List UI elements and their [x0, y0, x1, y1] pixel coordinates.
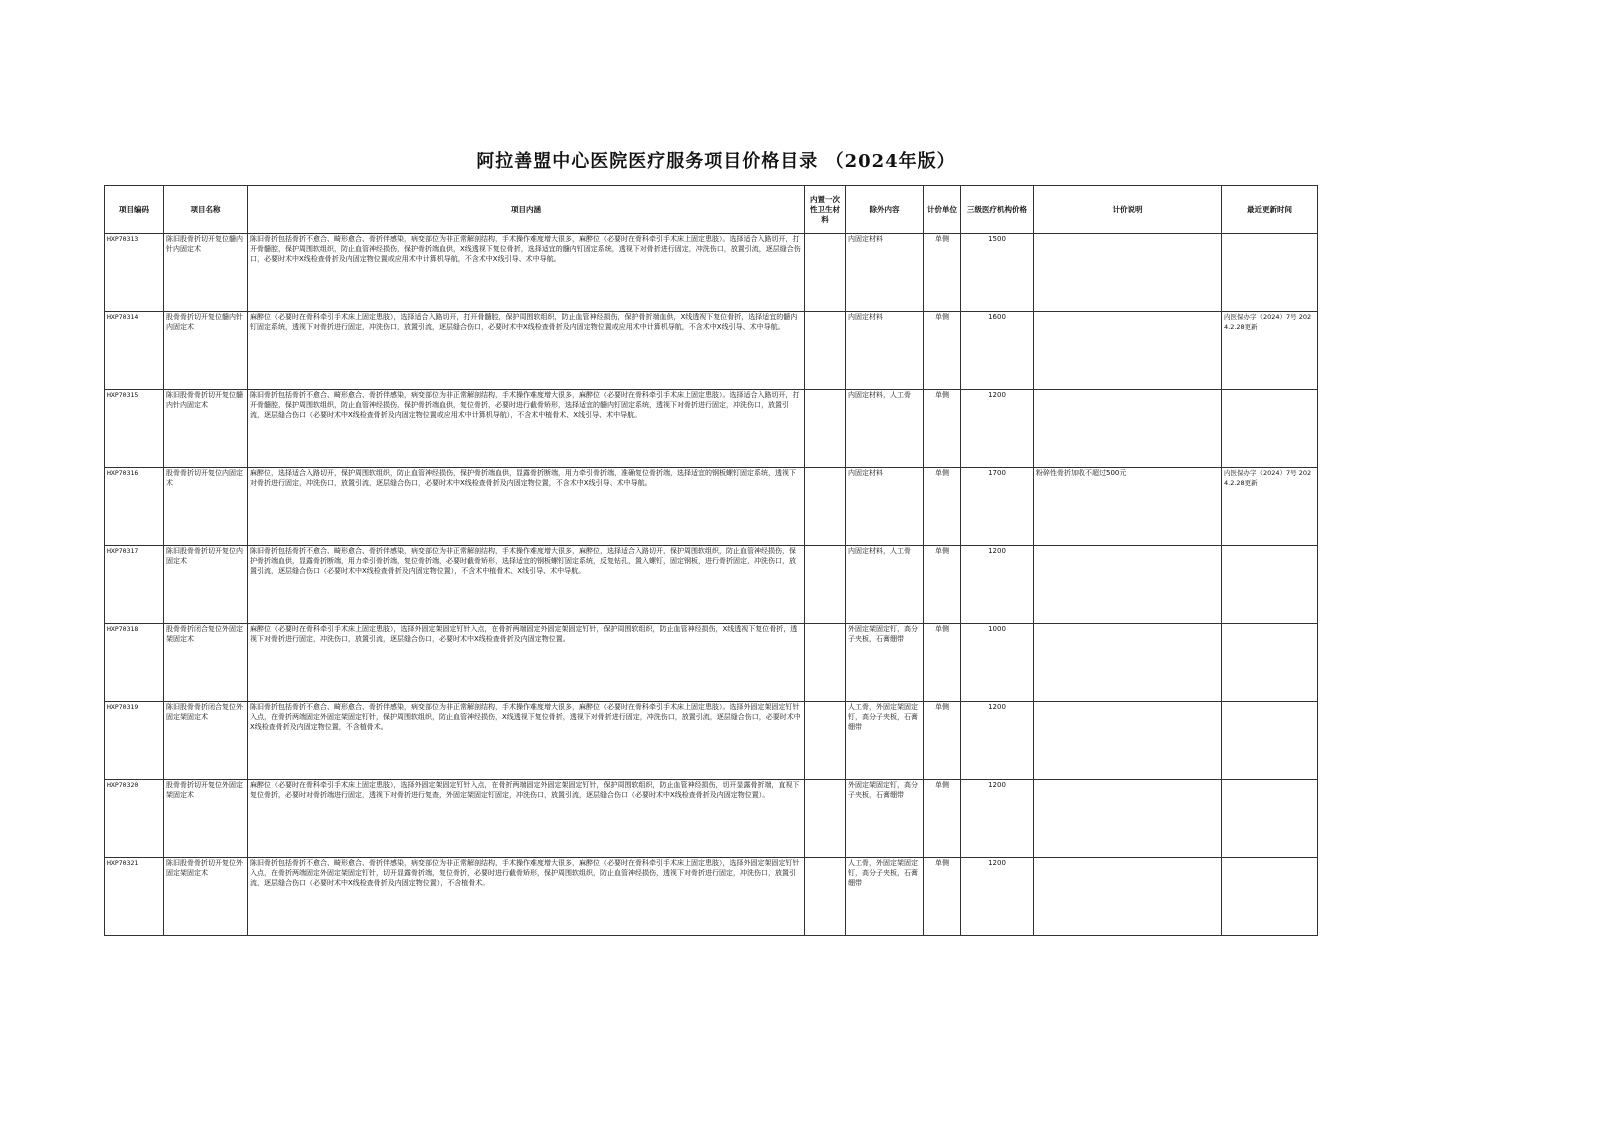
header-row — [105, 186, 1318, 234]
item-unit: 单侧 — [924, 780, 961, 858]
item-price: 1200 — [961, 780, 1034, 858]
item-once-materials — [805, 312, 846, 390]
item-content: 陈旧骨折包括骨折不愈合、畸形愈合、骨折伴感染，病变部位为非正常解剖结构，手术操作难度增大很多，麻醉位（必要时在骨科牵引手术床上固定患肢），选择外固定架固定钉针入点，在骨折两端固定外固定架固定钉针，切开显露骨折端，复位骨折，必要时进行截骨矫形，保护周围软组织，防止血管神经损伤，透视下对骨折进行固定，冲洗伤口，放置引流，逐层缝合伤口（必要时术中X线检查骨折及内固定物位置），不含植骨术。 — [248, 858, 805, 936]
item-name: 股骨骨折切开复位髓内针内固定术 — [164, 312, 248, 390]
header-code: 项目编码 — [105, 186, 164, 234]
item-unit: 单侧 — [924, 390, 961, 468]
header-content: 项目内涵 — [248, 186, 805, 234]
item-name: 股骨骨折切开复位外固定架固定术 — [164, 780, 248, 858]
item-unit: 单侧 — [924, 468, 961, 546]
item-note — [1034, 234, 1222, 312]
item-updated — [1222, 780, 1318, 858]
item-unit: 单侧 — [924, 312, 961, 390]
item-note — [1034, 624, 1222, 702]
item-content: 麻醉位（必要时在骨科牵引手术床上固定患肢），选择外固定架固定钉针入点，在骨折两端固定外固定架固定钉针，保护周围软组织，防止血管神经损伤，切开显露骨折端，直视下复位骨折，必要时对骨折端进行固定，透视下对骨折进行复查，外固定架固定钉固定，冲洗伤口，放置引流，逐层缝合伤口（必要时术中X线检查骨折及内固定物位置）。 — [248, 780, 805, 858]
item-note — [1034, 312, 1222, 390]
item-once-materials — [805, 390, 846, 468]
item-updated — [1222, 624, 1318, 702]
item-content: 陈旧骨折包括骨折不愈合、畸形愈合、骨折伴感染，病变部位为非正常解剖结构，手术操作难度增大很多，麻醉位（必要时在骨科牵引手术床上固定患肢）。选择适合入路切开，打开骨髓腔，保护周围软组织，防止血管神经损伤，保护骨折端血供，X线透视下复位骨折，选择适宜的髓内钉固定系统，透视下对骨折进行固定，冲洗伤口，放置引流，逐层缝合伤口，必要时术中X线检查骨折及内固定物位置或应用术中计算机导航，不含术中X线引导、术中导航。 — [248, 234, 805, 312]
item-code: HXP70318 — [105, 624, 164, 702]
item-once-materials — [805, 546, 846, 624]
item-code: HXP70320 — [105, 780, 164, 858]
item-note — [1034, 702, 1222, 780]
item-code: HXP70321 — [105, 858, 164, 936]
item-excluded: 内固定材料 — [846, 468, 924, 546]
item-price: 1200 — [961, 702, 1034, 780]
item-updated — [1222, 858, 1318, 936]
item-content: 陈旧骨折包括骨折不愈合、畸形愈合、骨折伴感染，病变部位为非正常解剖结构，手术操作难度增大很多，麻醉位（必要时在骨科牵引手术床上固定患肢）。选择外固定架固定钉针入点，在骨折两端固定外固定架固定钉针，保护周围软组织，防止血管神经损伤，X线透视下复位骨折，透视下对骨折进行固定，冲洗伤口，放置引流，逐层缝合伤口，必要时术中X线检查骨折及内固定物位置，不含植骨术。 — [248, 702, 805, 780]
item-content: 麻醉位，选择适合入路切开，保护周围软组织，防止血管神经损伤，保护骨折端血供，显露骨折断端，用力牵引骨折端，准确复位骨折端，选择适宜的钢板螺钉固定系统，透视下对骨折进行固定，冲洗伤口，放置引流，逐层缝合伤口，必要时术中X线检查骨折及内固定物位置，不含术中X线引导、术中导航。 — [248, 468, 805, 546]
item-excluded: 外固定架固定钉，高分子夹板，石膏绷带 — [846, 780, 924, 858]
item-name: 陈旧股骨折切开复位髓内针内固定术 — [164, 234, 248, 312]
item-note — [1034, 390, 1222, 468]
item-updated: 内医保办字（2024）7号 2024.2.28更新 — [1222, 312, 1318, 390]
item-note — [1034, 858, 1222, 936]
item-excluded: 外固定架固定钉，高分子夹板，石膏绷带 — [846, 624, 924, 702]
header-excluded: 除外内容 — [846, 186, 924, 234]
item-once-materials — [805, 234, 846, 312]
item-code: HXP70313 — [105, 234, 164, 312]
item-content: 麻醉位（必要时在骨科牵引手术床上固定患肢），选择适合入路切开，打开骨髓腔，保护周围软组织，防止血管神经损伤，保护骨折端血供，X线透视下复位骨折，选择适宜的髓内钉固定系统，透视下对骨折进行固定，冲洗伤口，放置引流，逐层缝合伤口，必要时术中X线检查骨折及内固定物位置或应用术中计算机导航，不含术中X线引导、术中导航。 — [248, 312, 805, 390]
table-row — [105, 624, 1318, 702]
item-price: 1200 — [961, 858, 1034, 936]
header-price: 三级医疗机构价格 — [961, 186, 1034, 234]
item-excluded: 内固定材料，人工骨 — [846, 546, 924, 624]
header-note: 计价说明 — [1034, 186, 1222, 234]
item-name: 股骨骨折切开复位内固定术 — [164, 468, 248, 546]
page-title: 阿拉善盟中心医院医疗服务项目价格目录 （2024年版） — [476, 151, 956, 172]
item-name: 陈旧股骨骨折切开复位髓内针内固定术 — [164, 390, 248, 468]
item-updated: 内医保办字（2024）7号 2024.2.28更新 — [1222, 468, 1318, 546]
item-once-materials — [805, 702, 846, 780]
item-excluded: 内固定材料 — [846, 234, 924, 312]
item-code: HXP70315 — [105, 390, 164, 468]
item-unit: 单侧 — [924, 546, 961, 624]
item-note: 粉碎性骨折加收不超过500元 — [1034, 468, 1222, 546]
item-name: 陈旧股骨骨折切开复位外固定架固定术 — [164, 858, 248, 936]
item-unit: 单侧 — [924, 858, 961, 936]
item-price: 1200 — [961, 546, 1034, 624]
header-once-materials: 内置一次性卫生材料 — [805, 186, 846, 234]
item-code: HXP70319 — [105, 702, 164, 780]
item-updated — [1222, 234, 1318, 312]
item-excluded: 内固定材料 — [846, 312, 924, 390]
header-updated: 最近更新时间 — [1222, 186, 1318, 234]
item-price: 1000 — [961, 624, 1034, 702]
item-excluded: 内固定材料，人工骨 — [846, 390, 924, 468]
table-row — [105, 858, 1318, 936]
item-content: 麻醉位（必要时在骨科牵引手术床上固定患肢），选择外固定架固定钉针入点，在骨折两端固定外固定架固定钉针，保护周围软组织，防止血管神经损伤，X线透视下复位骨折，透视下对骨折进行固定，冲洗伤口，放置引流，逐层缝合伤口，必要时术中X线检查骨折及内固定物位置。 — [248, 624, 805, 702]
item-name: 陈旧股骨骨折切开复位内固定术 — [164, 546, 248, 624]
item-unit: 单侧 — [924, 234, 961, 312]
item-once-materials — [805, 468, 846, 546]
item-price: 1500 — [961, 234, 1034, 312]
item-name: 陈旧股骨骨折闭合复位外固定架固定术 — [164, 702, 248, 780]
item-note — [1034, 780, 1222, 858]
item-code: HXP70314 — [105, 312, 164, 390]
item-once-materials — [805, 780, 846, 858]
table-row — [105, 702, 1318, 780]
table-row — [105, 546, 1318, 624]
item-excluded: 人工骨，外固定架固定钉，高分子夹板，石膏绷带 — [846, 858, 924, 936]
item-content: 陈旧骨折包括骨折不愈合、畸形愈合、骨折伴感染，病变部位为非正常解剖结构，手术操作难度增大很多，麻醉位，选择适合入路切开，保护周围软组织，防止血管神经损伤，保护骨折端血供，显露骨折断端，用力牵引骨折端，复位骨折端，必要时截骨矫形，选择适宜的钢板螺钉固定系统，反复钻孔，置入螺钉，固定钢板，进行骨折固定，冲洗伤口，放置引流，逐层缝合伤口（必要时术中X线检查骨折及内固定物位置），不含术中植骨术、X线引导、术中导航。 — [248, 546, 805, 624]
item-updated — [1222, 702, 1318, 780]
header-unit: 计价单位 — [924, 186, 961, 234]
header-name: 项目名称 — [164, 186, 248, 234]
table-row — [105, 390, 1318, 468]
table-row — [105, 234, 1318, 312]
item-updated — [1222, 390, 1318, 468]
item-excluded: 人工骨，外固定架固定钉，高分子夹板，石膏绷带 — [846, 702, 924, 780]
item-once-materials — [805, 858, 846, 936]
item-once-materials — [805, 624, 846, 702]
item-code: HXP70317 — [105, 546, 164, 624]
item-price: 1200 — [961, 390, 1034, 468]
item-price: 1600 — [961, 312, 1034, 390]
item-content: 陈旧骨折包括骨折不愈合、畸形愈合、骨折伴感染，病变部位为非正常解剖结构，手术操作难度增大很多，麻醉位（必要时在骨科牵引手术床上固定患肢）。选择适合入路切开，打开骨髓腔，保护周围软组织，防止血管神经损伤，保护骨折端血供，复位骨折，必要时进行截骨矫形，选择适宜的髓内钉固定系统，透视下对骨折进行固定，冲洗伤口，放置引流，逐层缝合伤口（必要时术中X线检查骨折及内固定物位置或应用术中计算机导航），不含术中植骨术、X线引导、术中导航。 — [248, 390, 805, 468]
table-row — [105, 312, 1318, 390]
price-table — [104, 185, 1318, 936]
item-name: 股骨骨折闭合复位外固定架固定术 — [164, 624, 248, 702]
item-code: HXP70316 — [105, 468, 164, 546]
table-row — [105, 468, 1318, 546]
table-row — [105, 780, 1318, 858]
item-unit: 单侧 — [924, 624, 961, 702]
item-price: 1700 — [961, 468, 1034, 546]
item-note — [1034, 546, 1222, 624]
item-updated — [1222, 546, 1318, 624]
item-unit: 单侧 — [924, 702, 961, 780]
